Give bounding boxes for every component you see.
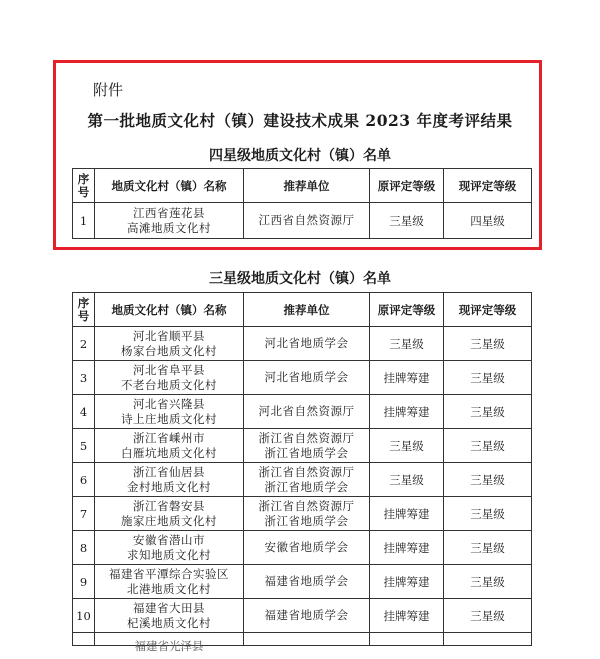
new-grade: 三星级 (444, 395, 532, 429)
row-number: 3 (73, 361, 95, 395)
village-name: 福建省大田县 杞溪地质文化村 (95, 599, 244, 633)
recommending-unit: 江西省自然资源厅 (244, 203, 370, 239)
row-number: 7 (73, 497, 95, 531)
orig-grade: 挂牌筹建 (370, 565, 444, 599)
col-unit: 推荐单位 (244, 169, 370, 203)
three-star-title: 三星级地质文化村（镇）名单 (209, 271, 391, 287)
village-name: 河北省兴隆县 诗上庄地质文化村 (95, 395, 244, 429)
orig-grade: 三星级 (370, 429, 444, 463)
table-row (73, 327, 532, 361)
table-row (73, 395, 532, 429)
three-star-body (73, 327, 532, 653)
row-number: 5 (73, 429, 95, 463)
new-grade: 三星级 (444, 599, 532, 633)
recommending-unit: 河北省地质学会 (244, 361, 370, 395)
three-star-table (72, 292, 532, 653)
new-grade: 三星级 (444, 497, 532, 531)
orig-grade: 挂牌筹建 (370, 497, 444, 531)
recommending-unit: 河北省自然资源厅 (244, 395, 370, 429)
table-row (73, 203, 532, 239)
village-name: 浙江省磐安县 施家庄地质文化村 (95, 497, 244, 531)
new-grade: 四星级 (444, 203, 532, 239)
new-grade: 三星级 (444, 531, 532, 565)
recommending-unit: 福建省地质学会 (244, 599, 370, 633)
village-name: 浙江省嵊州市 白雁坑地质文化村 (95, 429, 244, 463)
table-row-partial (73, 633, 532, 646)
orig-grade: 三星级 (370, 327, 444, 361)
orig-grade: 挂牌筹建 (370, 531, 444, 565)
recommending-unit: 浙江省自然资源厅 浙江省地质学会 (244, 429, 370, 463)
table-row (73, 463, 532, 497)
col-index: 序 号 (73, 169, 95, 203)
table-row (73, 361, 532, 395)
recommending-unit: 安徽省地质学会 (244, 531, 370, 565)
row-number: 9 (73, 565, 95, 599)
new-grade: 三星级 (444, 565, 532, 599)
orig-grade: 挂牌筹建 (370, 361, 444, 395)
col-new-grade: 现评定等级 (444, 293, 532, 327)
new-grade: 三星级 (444, 327, 532, 361)
orig-grade: 挂牌筹建 (370, 599, 444, 633)
four-star-table (72, 168, 532, 239)
table-row (73, 531, 532, 565)
table-header (73, 169, 532, 203)
row-number: 4 (73, 395, 95, 429)
col-orig-grade: 原评定等级 (370, 293, 444, 327)
recommending-unit: 福建省地质学会 (244, 565, 370, 599)
row-number: 2 (73, 327, 95, 361)
col-name: 地质文化村（镇）名称 (95, 169, 244, 203)
col-index: 序 号 (73, 293, 95, 327)
four-star-body (73, 203, 532, 239)
col-orig-grade: 原评定等级 (370, 169, 444, 203)
col-new-grade: 现评定等级 (444, 169, 532, 203)
recommending-unit: 河北省地质学会 (244, 327, 370, 361)
orig-grade: 三星级 (370, 463, 444, 497)
village-name: 江西省莲花县 高滩地质文化村 (95, 203, 244, 239)
village-name: 浙江省仙居县 金村地质文化村 (95, 463, 244, 497)
row-number: 8 (73, 531, 95, 565)
row-number: 6 (73, 463, 95, 497)
table-row (73, 497, 532, 531)
new-grade: 三星级 (444, 361, 532, 395)
new-grade: 三星级 (444, 429, 532, 463)
row-number: 10 (73, 599, 95, 633)
new-grade: 三星级 (444, 463, 532, 497)
recommending-unit: 浙江省自然资源厅 浙江省地质学会 (244, 463, 370, 497)
village-name: 河北省顺平县 杨家台地质文化村 (95, 327, 244, 361)
four-star-title: 四星级地质文化村（镇）名单 (209, 148, 391, 164)
table-row (73, 429, 532, 463)
village-name: 福建省平潭综合实验区 北港地质文化村 (95, 565, 244, 599)
village-name: 河北省阜平县 不老台地质文化村 (95, 361, 244, 395)
table-row (73, 565, 532, 599)
table-row (73, 599, 532, 633)
document-title: 第一批地质文化村（镇）建设技术成果 2023 年度考评结果 (87, 111, 513, 130)
recommending-unit: 浙江省自然资源厅 浙江省地质学会 (244, 497, 370, 531)
table-header (73, 293, 532, 327)
col-name: 地质文化村（镇）名称 (95, 293, 244, 327)
orig-grade: 挂牌筹建 (370, 395, 444, 429)
row-number: 1 (73, 203, 95, 239)
col-unit: 推荐单位 (244, 293, 370, 327)
orig-grade: 三星级 (370, 203, 444, 239)
annex-label: 附件 (93, 81, 124, 99)
village-name: 安徽省潜山市 求知地质文化村 (95, 531, 244, 565)
village-name: 福建省光泽县 (95, 633, 244, 646)
